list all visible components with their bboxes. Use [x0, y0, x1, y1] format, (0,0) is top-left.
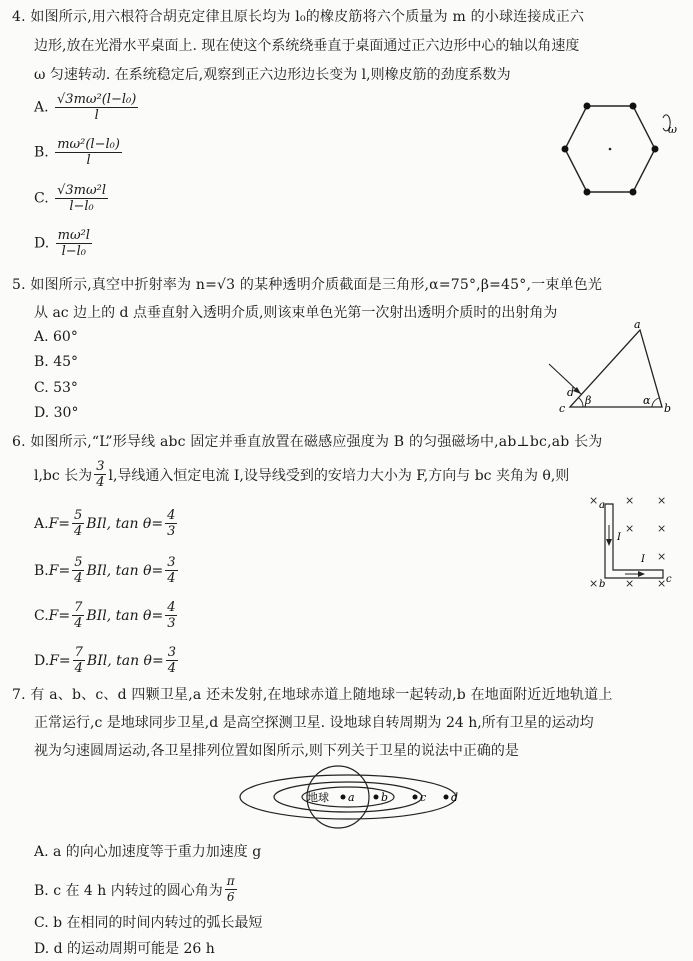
q4-option-c[interactable]: [34, 183, 110, 214]
length-fraction: $\frac{3}{4}$: [96, 459, 105, 490]
q7-stem-line1: 7. 有 a、b、c、d 四颗卫星,a 还未发射,在地球赤道上随地球一起转动,b 在地面附近近地轨道上: [12, 687, 613, 703]
q7-option-c[interactable]: C. b 在相同的时间内转过的弧长最短: [34, 915, 263, 931]
option-letter: A.: [34, 99, 49, 116]
svg-text:×: ×: [657, 577, 667, 590]
option-letter: B.: [34, 144, 49, 161]
q6-option-c[interactable]: C. F= $\frac{7}{4}$ BIl, tan θ= $\frac{4}{3}$: [34, 600, 176, 631]
option-fraction: $\frac{\text{√3mω²(l−l₀)}}{l}$: [57, 92, 137, 123]
q6-option-a[interactable]: A. F= $\frac{5}{4}$ BIl, tan θ= $\frac{4}{3}$: [34, 508, 176, 539]
beta-arc: [579, 398, 583, 407]
alpha-arc: [652, 398, 659, 407]
satellite-d-label: d: [451, 791, 459, 804]
alpha-label: α: [643, 394, 651, 407]
svg-text:×: ×: [657, 550, 667, 563]
satellite-c-dot: [413, 795, 418, 800]
satellite-d-dot: [444, 795, 449, 800]
q4-stem-line1: 4. 如图所示,用六根符合胡克定律且原长均为 l₀的橡皮筋将六个质量为 m 的小球连接成正六: [12, 9, 585, 25]
q4-option-d[interactable]: [34, 228, 94, 259]
beta-label: β: [585, 394, 592, 407]
arrow-down-icon: [606, 539, 612, 546]
satellite-c-label: c: [420, 791, 427, 804]
q5-option-a[interactable]: A. 60°: [34, 329, 78, 345]
option-fraction: $\frac{\text{mω²(l−l₀)}}{l}$: [57, 137, 120, 168]
satellite-a-dot: [341, 795, 346, 800]
q5-option-b[interactable]: B. 45°: [34, 354, 79, 370]
svg-text:×: ×: [589, 494, 599, 507]
q4-option-b[interactable]: [34, 137, 124, 168]
option-letter: C.: [34, 190, 49, 207]
vertex-b-label: b: [664, 402, 672, 415]
option-letter: D.: [34, 235, 50, 252]
current-i-label-1: I: [617, 532, 621, 543]
option-fraction: $\frac{\text{mω²l}}{\text{l−l₀}}$: [57, 228, 90, 259]
q7-option-a[interactable]: A. a 的向心加速度等于重力加速度 g: [34, 844, 262, 860]
q7-orbit-diagram: [235, 762, 475, 832]
q5-option-c[interactable]: C. 53°: [34, 380, 78, 396]
svg-text:×: ×: [625, 494, 635, 507]
earth-label: 地球: [307, 791, 329, 804]
q7-stem-line3: 视为匀速圆周运动,各卫星排列位置如图所示,则下列关于卫星的说法中正确的是: [34, 743, 519, 759]
q4-option-a[interactable]: [34, 92, 140, 123]
omega-label: ω: [668, 123, 677, 136]
satellite-a-label: a: [348, 791, 355, 804]
satellite-b-label: b: [381, 791, 389, 804]
wire-b-label: b: [599, 579, 606, 590]
svg-text:×: ×: [657, 494, 667, 507]
svg-text:×: ×: [625, 522, 635, 535]
q5-stem-line1: 5. 如图所示,真空中折射率为 n=√3 的某种透明介质截面是三角形,α=75°,β=45°,一束单色光: [12, 277, 603, 293]
svg-text:×: ×: [589, 577, 599, 590]
wire-c-label: c: [666, 574, 672, 585]
q5-triangle-diagram: [545, 318, 675, 418]
q5-option-d[interactable]: D. 30°: [34, 405, 79, 421]
q6-magnetic-field-diagram: [585, 490, 685, 600]
svg-text:×: ×: [657, 522, 667, 535]
q7-option-b[interactable]: B. c 在 4 h 内转过的圆心角为 $\frac{\pi}{6}$: [34, 874, 235, 904]
q4-stem-line2: 边形,放在光滑水平桌面上. 现在使这个系统绕垂直于桌面通过正六边形中心的轴以角速度: [34, 38, 580, 54]
vertex-c-label: c: [559, 402, 566, 415]
q6-stem-line2: l,bc 长为 $\frac{3}{4}$ l,导线通入恒定电流 I,设导线受到的安培力大小为 F,方向与 bc 夹角为 θ,则: [34, 459, 570, 490]
wire-a-label: a: [599, 500, 605, 511]
q5-stem-line2: 从 ac 边上的 d 点垂直射入透明介质,则该束单色光第一次射出透明介质时的出射角为: [34, 305, 558, 321]
q7-stem-line2: 正常运行,c 是地球同步卫星,d 是高空探测卫星. 设地球自转周期为 24 h,所有卫星的运动均: [34, 715, 594, 731]
center-dot: [609, 148, 612, 151]
option-fraction: $\frac{\text{√3mω²l}}{\text{l−l₀}}$: [57, 183, 106, 214]
q6-option-b[interactable]: B. F= $\frac{5}{4}$ BIl, tan θ= $\frac{3}{4}$: [34, 555, 176, 586]
arrow-right-icon: [638, 571, 645, 577]
l-shaped-wire: [605, 504, 663, 578]
q4-hexagon-diagram: [555, 100, 680, 200]
q6-option-d[interactable]: D. F= $\frac{7}{4}$ BIl, tan θ= $\frac{3}{4}$: [34, 645, 176, 676]
svg-text:×: ×: [625, 577, 635, 590]
current-i-label-2: I: [641, 554, 645, 565]
q4-stem-line3: ω 匀速转动. 在系统稳定后,观察到正六边形边长变为 l,则橡皮筋的劲度系数为: [34, 67, 511, 83]
vertex-a-label: a: [634, 318, 641, 331]
q6-stem-line1: 6. 如图所示,“L”形导线 abc 固定并垂直放置在磁感应强度为 B 的匀强磁场中,ab⊥bc,ab 长为: [12, 434, 603, 450]
q7-option-d[interactable]: D. d 的运动周期可能是 26 h: [34, 941, 215, 957]
point-d-label: d: [567, 386, 575, 399]
satellite-b-dot: [374, 795, 379, 800]
